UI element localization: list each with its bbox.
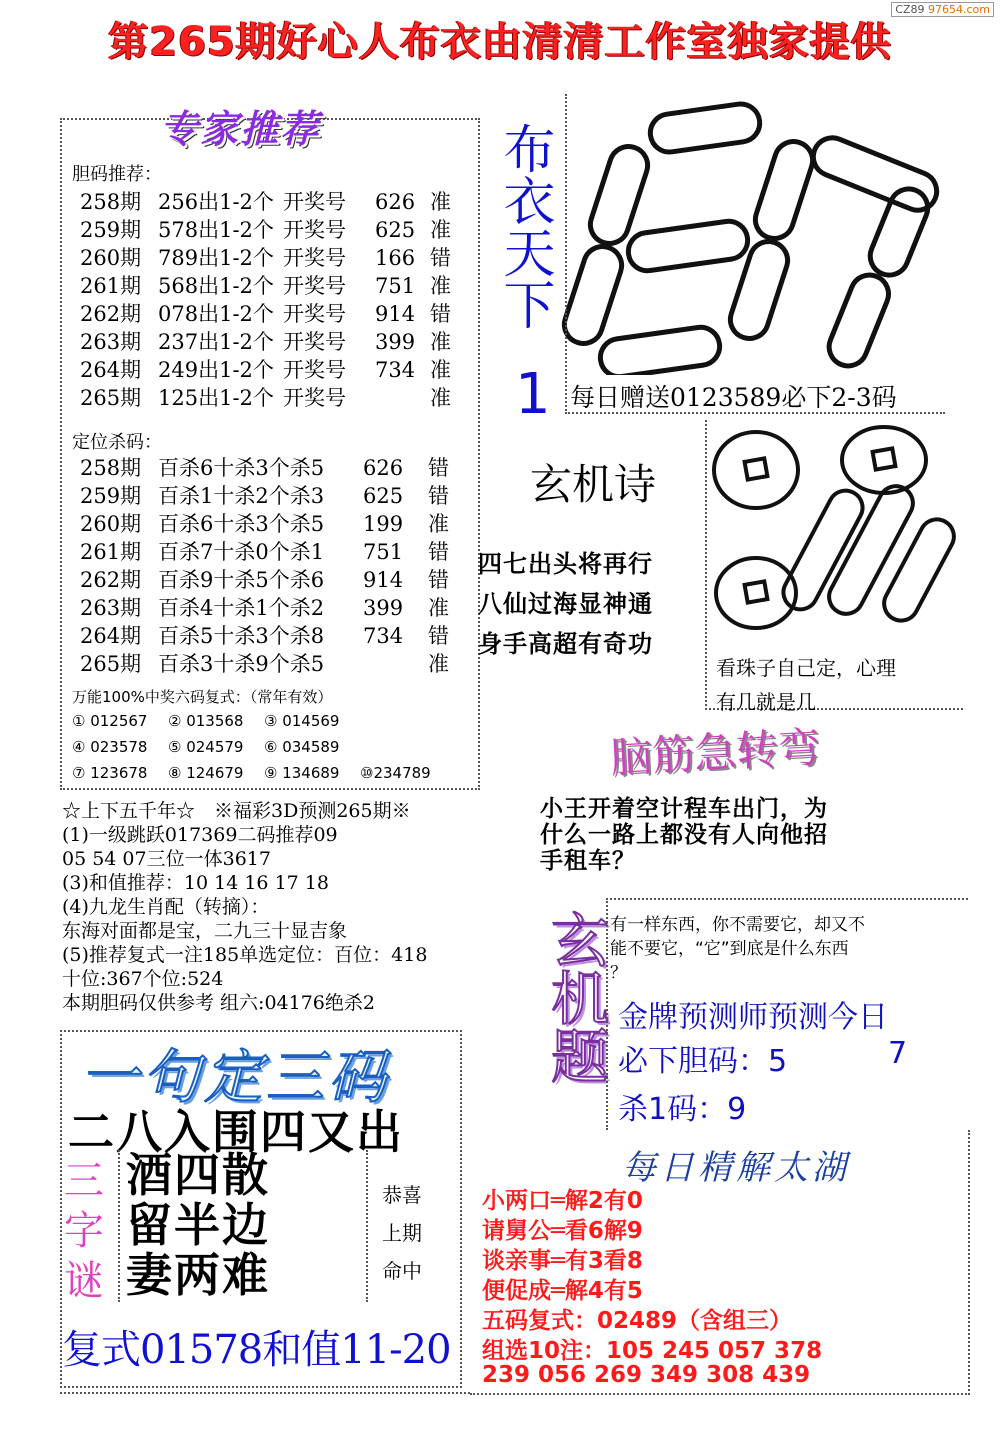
dan-desc: 249出1-2个: [158, 358, 274, 382]
history-line: (4)九龙生肖配（转摘）：: [62, 896, 270, 918]
poem-line: 四七出头将再行: [478, 550, 653, 578]
combo-item: ④ 023578: [72, 738, 148, 756]
dan-row: [80, 242, 451, 272]
kill-desc: 百杀9十杀5个杀6: [158, 568, 325, 592]
dan-desc: 789出1-2个: [158, 246, 274, 270]
dan-label: 开奖号: [283, 386, 346, 410]
riddle-char-line-2: 留半边: [126, 1198, 270, 1252]
congrats-note: [382, 1176, 422, 1290]
kill-result: 错: [428, 484, 449, 508]
poem-title: 玄机诗: [530, 460, 657, 509]
history-line: 十位:367个位:524: [62, 968, 224, 990]
dan-row: [80, 214, 451, 244]
dan-row: [80, 354, 451, 384]
taihu-line: 五码复式：02489（含组三）: [482, 1308, 793, 1334]
watermark-site: 97654.com: [928, 3, 990, 16]
kill-row: [80, 564, 449, 594]
dan-result: 准: [430, 330, 451, 354]
congrats-line-1: 恭喜: [382, 1183, 422, 1207]
three-char-riddle: [118, 1150, 368, 1302]
buyi-vertical-title: 布衣天下: [494, 122, 554, 330]
combo-row: [72, 764, 456, 782]
dan-label: 开奖号: [283, 274, 346, 298]
dan-row: [80, 270, 451, 300]
combo-item: ② 013568: [168, 712, 244, 730]
dan-result: 错: [430, 302, 451, 326]
kill-num: 734: [363, 624, 404, 648]
kill-period: 265期: [80, 652, 142, 676]
dan-label: 开奖号: [283, 358, 346, 382]
kill-period: 260期: [80, 512, 142, 536]
dan-row: [80, 186, 451, 216]
dan-result: 准: [430, 386, 451, 410]
dan-num: 166: [375, 246, 416, 270]
brain-teaser-line: 什么一路上都没有人向他招: [540, 822, 828, 848]
kill-num: 751: [363, 540, 404, 564]
kill-result: 准: [428, 652, 449, 676]
dan-period: 258期: [80, 190, 142, 214]
riddle-line: 二八入围四又出: [68, 1105, 404, 1159]
dan-num: 914: [375, 302, 416, 326]
dan-desc: 568出1-2个: [158, 274, 274, 298]
bead-note-line-1: 看珠子自己定，心理: [716, 656, 896, 680]
poem-line: 身手高超有奇功: [478, 630, 653, 658]
dan-label: 开奖号: [283, 330, 346, 354]
kill-num: 199: [363, 512, 404, 536]
combo-footer: 复式01578和值11-20: [62, 1327, 451, 1373]
dan-period: 263期: [80, 330, 142, 354]
brain-teaser-title: 脑筋急转弯: [608, 722, 822, 783]
dan-period: 262期: [80, 302, 142, 326]
kill-period: 262期: [80, 568, 142, 592]
dan-num: 626: [375, 190, 416, 214]
three-char-label-2: 字: [64, 1208, 104, 1254]
question-line: ？: [610, 963, 627, 983]
buyi-vertical-num: 1: [515, 362, 551, 427]
dan-desc: 237出1-2个: [158, 330, 274, 354]
kill-result: 错: [428, 540, 449, 564]
dan-desc: 078出1-2个: [158, 302, 274, 326]
dan-result: 准: [430, 274, 451, 298]
bead-note-line-2: 有几就是几: [716, 690, 816, 714]
kill-num: 626: [363, 456, 404, 480]
kill-desc: 百杀7十杀0个杀1: [158, 540, 325, 564]
kill-row: [80, 592, 449, 622]
brain-teaser-line: 手租车？: [540, 848, 636, 874]
buyi-frame: [565, 94, 945, 414]
dan-result: 错: [430, 246, 451, 270]
kill-row: [80, 648, 449, 678]
bottom-divider: [60, 1392, 470, 1394]
kill-period: 263期: [80, 596, 142, 620]
history-line: (1)一级跳跃017369二码推荐09: [62, 824, 338, 846]
dan-period: 265期: [80, 386, 142, 410]
kill-row: [80, 452, 449, 482]
combo-item: ⑩234789: [360, 764, 431, 782]
riddle-char-line-3: 妻两难: [126, 1248, 270, 1302]
combo-item: ⑧ 124679: [168, 764, 244, 782]
dan-period: 264期: [80, 358, 142, 382]
kill-result: 错: [428, 568, 449, 592]
kill-row: [80, 508, 449, 538]
dan-label: 开奖号: [283, 218, 346, 242]
history-line: 东海对面都是宝，二九三十显吉象: [62, 920, 348, 942]
kill-row: [80, 480, 449, 510]
combo-item: ① 012567: [72, 712, 148, 730]
kill-desc: 百杀5十杀3个杀8: [158, 624, 325, 648]
history-line: ☆上下五千年☆ ※福彩3D预测265期※: [62, 800, 411, 822]
taihu-line: 组选10注：105 245 057 378: [482, 1338, 823, 1364]
kill-result: 准: [428, 596, 449, 620]
must-dan-second: 7: [888, 1036, 908, 1071]
taihu-title: 每日精解太湖: [622, 1148, 850, 1188]
kill-desc: 百杀6十杀3个杀5: [158, 456, 325, 480]
three-char-label-3: 谜: [64, 1258, 104, 1304]
dan-label: 开奖号: [283, 302, 346, 326]
congrats-line-3: 命中: [382, 1259, 422, 1283]
dan-period: 260期: [80, 246, 142, 270]
kill-period: 259期: [80, 484, 142, 508]
kill-one-line: 杀1码：9: [618, 1092, 747, 1127]
dan-row: [80, 326, 451, 356]
dan-result: 准: [430, 358, 451, 382]
gold-predict-title: 金牌预测师预测今日: [618, 1000, 888, 1035]
watermark-code: CZ89: [895, 3, 925, 16]
riddle-char-line-1: 酒四散: [126, 1148, 270, 1202]
history-line: 本期胆码仅供参考 组六:04176绝杀2: [62, 992, 375, 1014]
dan-period: 259期: [80, 218, 142, 242]
combo-item: ⑨ 134689: [264, 764, 340, 782]
combo-item: ⑤ 024579: [168, 738, 244, 756]
kill-period: 264期: [80, 624, 142, 648]
question-line: 能不要它，“它”到底是什么东西: [610, 939, 849, 959]
dan-desc: 125出1-2个: [158, 386, 274, 410]
combo-item: ③ 014569: [264, 712, 340, 730]
dan-desc: 256出1-2个: [158, 190, 274, 214]
dan-period: 261期: [80, 274, 142, 298]
kill-desc: 百杀4十杀1个杀2: [158, 596, 325, 620]
taihu-line: 239 056 269 349 308 439: [482, 1362, 811, 1388]
dan-num: 734: [375, 358, 416, 382]
dan-label: 胆码推荐：: [72, 164, 162, 185]
kill-desc: 百杀6十杀3个杀5: [158, 512, 325, 536]
congrats-line-2: 上期: [382, 1221, 422, 1245]
kill-row: [80, 620, 449, 650]
daily-gift: 每日赠送0123589必下2-3码: [570, 383, 897, 412]
dan-result: 准: [430, 190, 451, 214]
dan-num: 751: [375, 274, 416, 298]
brain-teaser-line: 小王开着空计程车出门，为: [540, 796, 828, 822]
kill-num: 914: [363, 568, 404, 592]
combo-item: ⑥ 034589: [264, 738, 340, 756]
dan-label: 开奖号: [283, 246, 346, 270]
history-line: (3)和值推荐：10 14 16 17 18: [62, 872, 329, 894]
history-line: 05 54 07三位一体3617: [62, 848, 271, 870]
kill-label: 定位杀码：: [72, 432, 162, 453]
history-line: (5)推荐复式一注185单选定位：百位：418: [62, 944, 428, 966]
kill-result: 错: [428, 624, 449, 648]
dan-label: 开奖号: [283, 190, 346, 214]
dan-num: 399: [375, 330, 416, 354]
three-char-label: [64, 1156, 104, 1306]
kill-period: 258期: [80, 456, 142, 480]
dan-row: [80, 298, 451, 328]
xuanji-question-vertical-title: 玄机题: [541, 910, 609, 1084]
kill-row: [80, 536, 449, 566]
kill-desc: 百杀3十杀9个杀5: [158, 652, 325, 676]
question-line: 有一样东西，你不需要它，却又不: [610, 915, 865, 935]
dan-result: 准: [430, 218, 451, 242]
combo-row: [72, 738, 360, 756]
dan-desc: 578出1-2个: [158, 218, 274, 242]
kill-result: 准: [428, 512, 449, 536]
dan-row: [80, 382, 451, 412]
kill-result: 错: [428, 456, 449, 480]
combo-row: [72, 712, 360, 730]
page-title: 第265期好心人布衣由清清工作室独家提供: [108, 19, 892, 65]
poem-line: 八仙过海显神通: [478, 590, 653, 618]
taihu-line: 请舅公═看6解9: [482, 1218, 643, 1244]
one-sentence-title: 一句定三码: [80, 1043, 391, 1111]
three-char-label-1: 三: [64, 1158, 104, 1204]
kill-num: 625: [363, 484, 404, 508]
taihu-line: 便促成═解4有5: [482, 1278, 643, 1304]
site-watermark: [891, 2, 994, 17]
taihu-line: 小两口═解2有0: [482, 1188, 643, 1214]
dan-num: 625: [375, 218, 416, 242]
kill-period: 261期: [80, 540, 142, 564]
combo-label: 万能100%中奖六码复式：（常年有效）: [72, 688, 333, 706]
taihu-line: 谈亲事═有3看8: [482, 1248, 643, 1274]
expert-title: 专家推荐: [160, 107, 321, 151]
kill-num: 399: [363, 596, 404, 620]
kill-desc: 百杀1十杀2个杀3: [158, 484, 325, 508]
must-dan-line: 必下胆码：5: [618, 1044, 788, 1079]
combo-item: ⑦ 123678: [72, 764, 148, 782]
